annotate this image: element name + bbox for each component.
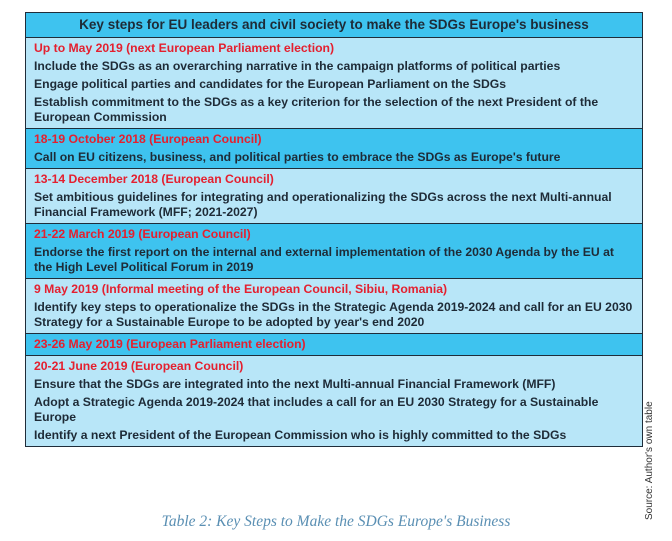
section-march-2019 [26, 224, 642, 279]
section-date: 20-21 June 2019 (European Council) [34, 359, 244, 373]
source-note: Source: Author's own table [644, 401, 655, 520]
section-date: 21-22 March 2019 (European Council) [34, 227, 251, 241]
section-may-2019-election-runup [26, 38, 642, 129]
section-item: Call on EU citizens, business, and political parties to embrace the SDGs as Europe's future [34, 150, 561, 164]
section-may-2019-election [26, 334, 642, 356]
section-item: Identify a next President of the European Commission who is highly committed to the SDGs [34, 428, 567, 442]
section-item: Include the SDGs as an overarching narrative in the campaign platforms of political parties [34, 59, 561, 73]
section-june-2019 [26, 356, 642, 446]
section-date: 9 May 2019 (Informal meeting of the European Council, Sibiu, Romania) [34, 282, 448, 296]
table-title: Key steps for EU leaders and civil society to make the SDGs Europe's business [26, 13, 642, 38]
section-date: 23-26 May 2019 (European Parliament election) [34, 337, 306, 351]
table-caption: Table 2: Key Steps to Make the SDGs Europe's Business [161, 513, 511, 530]
section-date: Up to May 2019 (next European Parliament election) [34, 41, 335, 55]
section-december-2018 [26, 169, 642, 224]
section-item: Identify key steps to operationalize the SDGs in the Strategic Agenda 2019-2024 and call for an EU 2030 Strategy for a Sustainable Europe to be adopted by year's end 2020 [34, 300, 633, 329]
section-october-2018 [26, 129, 642, 169]
section-item: Set ambitious guidelines for integrating and operationalizing the SDGs across the next Multi-annual Financial Framework (MFF; 2021-2027) [34, 190, 612, 219]
section-item: Endorse the first report on the internal and external implementation of the 2030 Agenda by the EU at the High Level Political Forum in 2019 [34, 245, 614, 274]
section-item: Ensure that the SDGs are integrated into the next Multi-annual Financial Framework (MFF) [34, 377, 556, 391]
key-steps-table [25, 12, 643, 447]
section-may-2019-sibiu [26, 279, 642, 334]
section-item: Adopt a Strategic Agenda 2019-2024 that includes a call for an EU 2030 Strategy for a Sustainable Europe [34, 395, 599, 424]
section-date: 13-14 December 2018 (European Council) [34, 172, 274, 186]
section-date: 18-19 October 2018 (European Council) [34, 132, 262, 146]
section-item: Engage political parties and candidates for the European Parliament on the SDGs [34, 77, 507, 91]
section-item: Establish commitment to the SDGs as a key criterion for the selection of the next President of the European Commission [34, 95, 599, 124]
